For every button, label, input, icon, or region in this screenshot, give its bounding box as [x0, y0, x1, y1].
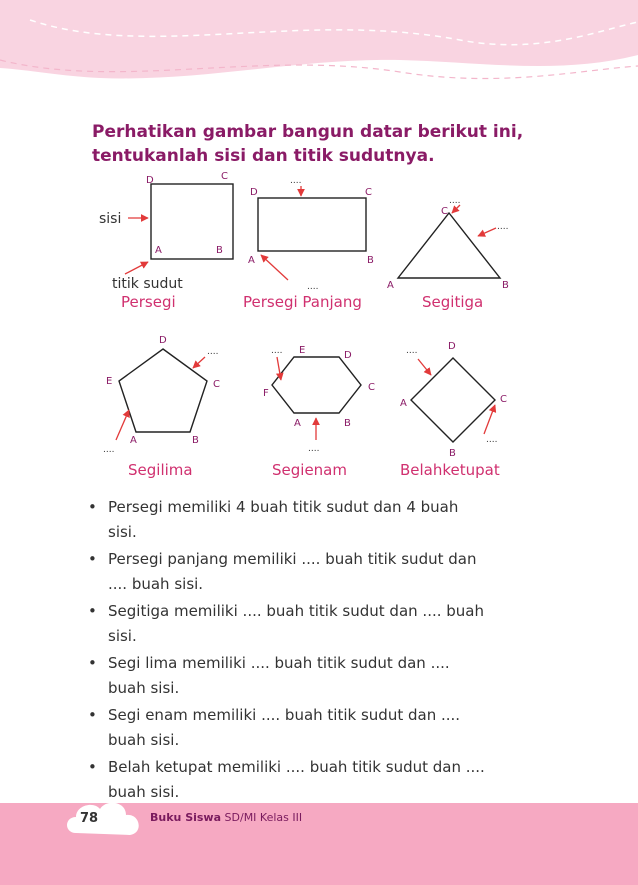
vertex-label: C	[500, 394, 507, 405]
cloud-badge	[62, 797, 146, 841]
vertex-label: B	[344, 418, 351, 429]
shape-name-rectangle: Persegi Panjang	[243, 293, 362, 311]
vertex-arrow	[116, 410, 129, 440]
statement-line: Segitiga memiliki .... buah titik sudut dan .... buah	[108, 602, 484, 620]
vertex-label: B	[502, 280, 509, 291]
side-arrow	[418, 359, 431, 375]
blank-dots: ....	[290, 176, 302, 186]
instruction-line-1: Perhatikan gambar bangun datar berikut ini,	[92, 122, 524, 142]
statement-line: Segi enam memiliki .... buah titik sudut dan ....	[108, 706, 461, 724]
vertex-label: B	[192, 435, 199, 446]
vertex-annotation: titik sudut	[112, 276, 183, 292]
hexagon-shape	[272, 357, 361, 413]
vertex-label: F	[263, 388, 269, 399]
list-item	[88, 547, 548, 597]
vertex-label: C	[365, 187, 372, 198]
rectangle-shape	[258, 198, 366, 251]
vertex-label: D	[159, 335, 167, 346]
blank-dots: ....	[486, 435, 498, 445]
blank-dots: ....	[308, 444, 320, 454]
vertex-label: C	[441, 206, 448, 217]
instruction-line-2: tentukanlah sisi dan titik sudutnya.	[92, 146, 435, 166]
vertex-label: A	[248, 255, 255, 266]
footer-book: Buku Siswa	[150, 811, 222, 824]
blank-dots: ....	[271, 346, 283, 356]
side-annotation: sisi	[99, 211, 122, 227]
vertex-label: E	[106, 376, 113, 387]
triangle-shape	[398, 213, 500, 278]
list-item	[88, 703, 548, 753]
shape-name-pentagon: Segilima	[128, 461, 193, 479]
vertex-label: C	[213, 379, 220, 390]
vertex-label: E	[299, 345, 306, 356]
vertex-arrow	[125, 262, 148, 274]
shape-name-rhombus: Belahketupat	[400, 461, 500, 479]
vertex-label: D	[344, 350, 352, 361]
blank-dots: ....	[207, 347, 219, 357]
vertex-arrow	[261, 255, 288, 280]
blank-dots: ....	[307, 282, 319, 292]
footer-title	[150, 811, 302, 824]
blank-dots: ....	[449, 196, 461, 206]
vertex-label: A	[294, 418, 301, 429]
statement-line: Belah ketupat memiliki .... buah titik sudut dan ....	[108, 758, 485, 776]
blank-dots: ....	[103, 445, 115, 455]
blank-dots: ....	[406, 346, 418, 356]
vertex-label: C	[221, 171, 228, 182]
vertex-label: A	[155, 245, 162, 256]
vertex-label: A	[400, 398, 407, 409]
pentagon-shape	[119, 349, 207, 432]
statement-line: .... buah sisi.	[108, 575, 204, 593]
statement-line: buah sisi.	[108, 783, 180, 801]
vertex-label: A	[387, 280, 394, 291]
list-item	[88, 651, 548, 701]
list-item	[88, 599, 548, 649]
vertex-label: D	[250, 187, 258, 198]
shape-name-triangle: Segitiga	[422, 293, 484, 311]
footer-grade: SD/MI Kelas III	[224, 811, 303, 824]
vertex-label: B	[367, 255, 374, 266]
vertex-label: A	[130, 435, 137, 446]
list-item	[88, 495, 548, 545]
statement-line: Persegi memiliki 4 buah titik sudut dan 4 buah	[108, 498, 459, 516]
statement-line: sisi.	[108, 627, 137, 645]
list-item	[88, 755, 548, 805]
statement-line: buah sisi.	[108, 731, 180, 749]
blank-dots: ....	[497, 222, 509, 232]
statement-line: buah sisi.	[108, 679, 180, 697]
shape-name-square: Persegi	[121, 293, 176, 311]
vertex-label: D	[448, 341, 456, 352]
statement-list	[88, 495, 548, 807]
vertex-label: B	[449, 448, 456, 459]
rhombus-shape	[411, 358, 495, 442]
shape-name-hexagon: Segienam	[272, 461, 347, 479]
vertex-arrow	[452, 205, 460, 213]
statement-line: Segi lima memiliki .... buah titik sudut dan ....	[108, 654, 450, 672]
vertex-label: D	[146, 175, 154, 186]
vertex-label: C	[368, 382, 375, 393]
side-arrow	[193, 357, 205, 368]
statement-line: Persegi panjang memiliki .... buah titik sudut dan	[108, 550, 477, 568]
page-number: 78	[80, 811, 99, 826]
statement-line: sisi.	[108, 523, 137, 541]
side-arrow	[478, 228, 496, 236]
vertex-label: B	[216, 245, 223, 256]
